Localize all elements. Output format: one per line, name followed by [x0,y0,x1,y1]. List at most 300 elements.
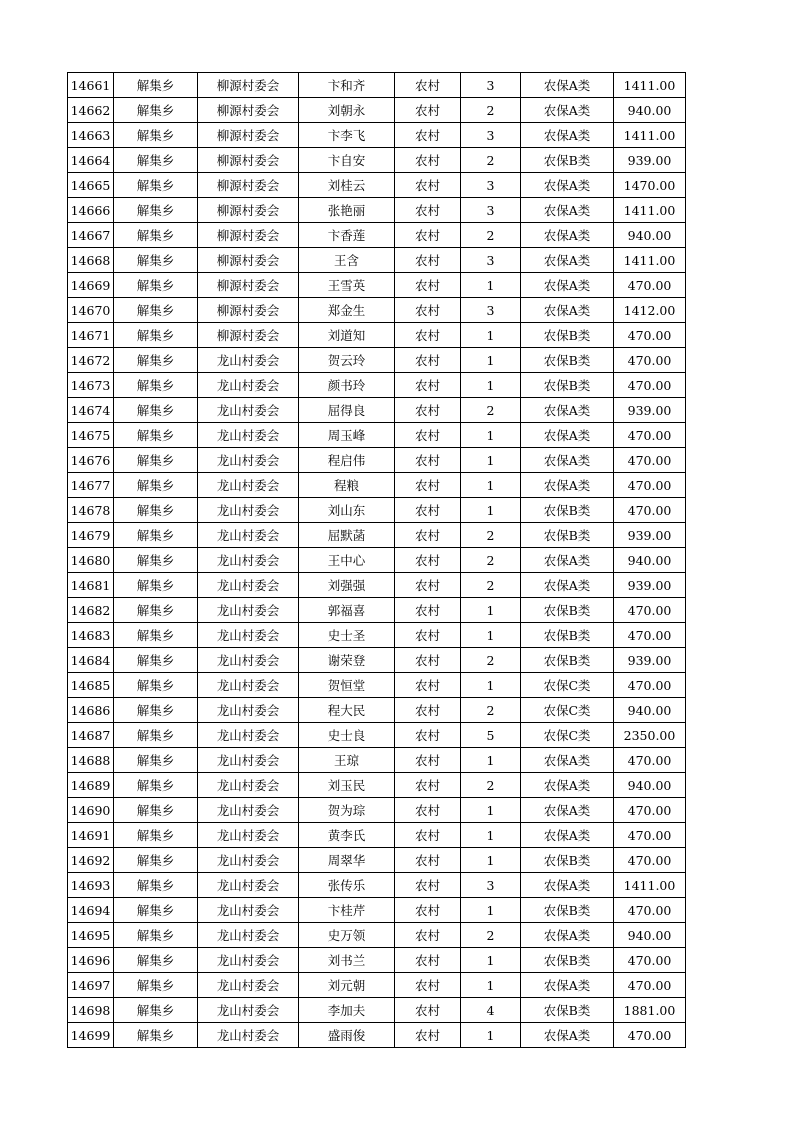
amount-cell: 1411.00 [614,73,686,98]
table-row [68,873,686,898]
area-type-cell: 农村 [395,873,461,898]
household-size-cell: 1 [461,373,521,398]
township-cell: 解集乡 [114,598,198,623]
amount-cell: 470.00 [614,848,686,873]
area-type-cell: 农村 [395,273,461,298]
village-cell: 柳源村委会 [198,223,299,248]
id-cell: 14673 [68,373,114,398]
household-size-cell: 3 [461,198,521,223]
table-row [68,323,686,348]
category-cell: 农保A类 [521,223,614,248]
id-cell: 14676 [68,448,114,473]
amount-cell: 470.00 [614,673,686,698]
village-cell: 柳源村委会 [198,198,299,223]
township-cell: 解集乡 [114,648,198,673]
area-type-cell: 农村 [395,73,461,98]
village-cell: 龙山村委会 [198,898,299,923]
name-cell: 程大民 [299,698,395,723]
household-size-cell: 1 [461,448,521,473]
category-cell: 农保A类 [521,448,614,473]
amount-cell: 470.00 [614,948,686,973]
village-cell: 龙山村委会 [198,348,299,373]
name-cell: 贺云玲 [299,348,395,373]
id-cell: 14697 [68,973,114,998]
village-cell: 柳源村委会 [198,323,299,348]
table-row [68,348,686,373]
table-row [68,448,686,473]
category-cell: 农保A类 [521,248,614,273]
township-cell: 解集乡 [114,548,198,573]
area-type-cell: 农村 [395,498,461,523]
category-cell: 农保A类 [521,398,614,423]
id-cell: 14662 [68,98,114,123]
id-cell: 14685 [68,673,114,698]
household-size-cell: 1 [461,423,521,448]
township-cell: 解集乡 [114,148,198,173]
id-cell: 14698 [68,998,114,1023]
area-type-cell: 农村 [395,823,461,848]
name-cell: 刘玉民 [299,773,395,798]
category-cell: 农保A类 [521,923,614,948]
amount-cell: 940.00 [614,923,686,948]
village-cell: 龙山村委会 [198,923,299,948]
name-cell: 卞李飞 [299,123,395,148]
table-row [68,673,686,698]
id-cell: 14699 [68,1023,114,1048]
village-cell: 柳源村委会 [198,173,299,198]
village-cell: 柳源村委会 [198,98,299,123]
village-cell: 龙山村委会 [198,848,299,873]
amount-cell: 470.00 [614,823,686,848]
name-cell: 刘山东 [299,498,395,523]
area-type-cell: 农村 [395,973,461,998]
village-cell: 柳源村委会 [198,273,299,298]
name-cell: 程粮 [299,473,395,498]
category-cell: 农保A类 [521,73,614,98]
area-type-cell: 农村 [395,573,461,598]
amount-cell: 470.00 [614,373,686,398]
area-type-cell: 农村 [395,148,461,173]
category-cell: 农保B类 [521,348,614,373]
household-size-cell: 1 [461,348,521,373]
township-cell: 解集乡 [114,623,198,648]
village-cell: 龙山村委会 [198,448,299,473]
area-type-cell: 农村 [395,723,461,748]
household-size-cell: 2 [461,773,521,798]
township-cell: 解集乡 [114,998,198,1023]
village-cell: 龙山村委会 [198,498,299,523]
village-cell: 龙山村委会 [198,948,299,973]
category-cell: 农保A类 [521,198,614,223]
name-cell: 郭福喜 [299,598,395,623]
table-row [68,648,686,673]
area-type-cell: 农村 [395,348,461,373]
name-cell: 贺恒堂 [299,673,395,698]
amount-cell: 1470.00 [614,173,686,198]
id-cell: 14661 [68,73,114,98]
name-cell: 屈默菡 [299,523,395,548]
category-cell: 农保C类 [521,673,614,698]
table-row [68,73,686,98]
township-cell: 解集乡 [114,698,198,723]
name-cell: 刘元朝 [299,973,395,998]
table-row [68,798,686,823]
amount-cell: 940.00 [614,773,686,798]
township-cell: 解集乡 [114,823,198,848]
name-cell: 张艳丽 [299,198,395,223]
table-row [68,398,686,423]
name-cell: 李加夫 [299,998,395,1023]
amount-cell: 470.00 [614,798,686,823]
name-cell: 周翠华 [299,848,395,873]
amount-cell: 470.00 [614,973,686,998]
category-cell: 农保A类 [521,548,614,573]
category-cell: 农保A类 [521,123,614,148]
household-size-cell: 1 [461,623,521,648]
area-type-cell: 农村 [395,773,461,798]
village-cell: 龙山村委会 [198,623,299,648]
name-cell: 史士良 [299,723,395,748]
household-size-cell: 2 [461,573,521,598]
township-cell: 解集乡 [114,173,198,198]
id-cell: 14695 [68,923,114,948]
area-type-cell: 农村 [395,223,461,248]
village-cell: 龙山村委会 [198,398,299,423]
amount-cell: 470.00 [614,273,686,298]
category-cell: 农保A类 [521,748,614,773]
area-type-cell: 农村 [395,748,461,773]
name-cell: 卞香莲 [299,223,395,248]
category-cell: 农保A类 [521,173,614,198]
amount-cell: 470.00 [614,623,686,648]
household-size-cell: 3 [461,873,521,898]
township-cell: 解集乡 [114,73,198,98]
area-type-cell: 农村 [395,523,461,548]
area-type-cell: 农村 [395,248,461,273]
category-cell: 农保A类 [521,973,614,998]
table-row [68,773,686,798]
area-type-cell: 农村 [395,1023,461,1048]
id-cell: 14671 [68,323,114,348]
name-cell: 贺为琮 [299,798,395,823]
area-type-cell: 农村 [395,123,461,148]
village-cell: 龙山村委会 [198,673,299,698]
category-cell: 农保A类 [521,98,614,123]
township-cell: 解集乡 [114,723,198,748]
area-type-cell: 农村 [395,998,461,1023]
name-cell: 王雪英 [299,273,395,298]
id-cell: 14688 [68,748,114,773]
township-cell: 解集乡 [114,423,198,448]
category-cell: 农保B类 [521,648,614,673]
table-row [68,473,686,498]
name-cell: 卞自安 [299,148,395,173]
township-cell: 解集乡 [114,223,198,248]
area-type-cell: 农村 [395,848,461,873]
table-row [68,298,686,323]
township-cell: 解集乡 [114,348,198,373]
id-cell: 14670 [68,298,114,323]
area-type-cell: 农村 [395,398,461,423]
household-size-cell: 1 [461,973,521,998]
name-cell: 史万领 [299,923,395,948]
name-cell: 史士圣 [299,623,395,648]
amount-cell: 470.00 [614,598,686,623]
amount-cell: 1411.00 [614,873,686,898]
area-type-cell: 农村 [395,673,461,698]
table-row [68,248,686,273]
table-row [68,548,686,573]
category-cell: 农保A类 [521,823,614,848]
category-cell: 农保B类 [521,598,614,623]
household-size-cell: 2 [461,523,521,548]
amount-cell: 939.00 [614,573,686,598]
area-type-cell: 农村 [395,98,461,123]
household-size-cell: 1 [461,848,521,873]
township-cell: 解集乡 [114,848,198,873]
village-cell: 龙山村委会 [198,1023,299,1048]
area-type-cell: 农村 [395,448,461,473]
area-type-cell: 农村 [395,698,461,723]
category-cell: 农保B类 [521,523,614,548]
name-cell: 郑金生 [299,298,395,323]
household-size-cell: 2 [461,98,521,123]
table-row [68,498,686,523]
table-row [68,123,686,148]
id-cell: 14683 [68,623,114,648]
table-row [68,173,686,198]
category-cell: 农保B类 [521,323,614,348]
household-size-cell: 1 [461,798,521,823]
id-cell: 14666 [68,198,114,223]
township-cell: 解集乡 [114,248,198,273]
table-row [68,723,686,748]
category-cell: 农保B类 [521,498,614,523]
household-size-cell: 1 [461,748,521,773]
household-size-cell: 1 [461,898,521,923]
name-cell: 张传乐 [299,873,395,898]
name-cell: 黄李氏 [299,823,395,848]
name-cell: 谢荣登 [299,648,395,673]
amount-cell: 470.00 [614,498,686,523]
name-cell: 卞桂芹 [299,898,395,923]
area-type-cell: 农村 [395,298,461,323]
household-size-cell: 3 [461,248,521,273]
village-cell: 柳源村委会 [198,248,299,273]
amount-cell: 470.00 [614,748,686,773]
township-cell: 解集乡 [114,923,198,948]
village-cell: 柳源村委会 [198,73,299,98]
village-cell: 龙山村委会 [198,723,299,748]
township-cell: 解集乡 [114,773,198,798]
table-row [68,598,686,623]
id-cell: 14694 [68,898,114,923]
id-cell: 14682 [68,598,114,623]
category-cell: 农保B类 [521,148,614,173]
name-cell: 盛雨俊 [299,1023,395,1048]
area-type-cell: 农村 [395,173,461,198]
township-cell: 解集乡 [114,873,198,898]
table-row [68,948,686,973]
household-size-cell: 2 [461,548,521,573]
category-cell: 农保B类 [521,373,614,398]
table-row [68,1023,686,1048]
household-size-cell: 2 [461,223,521,248]
id-cell: 14689 [68,773,114,798]
category-cell: 农保B类 [521,948,614,973]
id-cell: 14686 [68,698,114,723]
name-cell: 卞和齐 [299,73,395,98]
category-cell: 农保A类 [521,423,614,448]
amount-cell: 470.00 [614,348,686,373]
category-cell: 农保A类 [521,573,614,598]
id-cell: 14675 [68,423,114,448]
village-cell: 龙山村委会 [198,998,299,1023]
amount-cell: 940.00 [614,223,686,248]
village-cell: 柳源村委会 [198,148,299,173]
category-cell: 农保A类 [521,1023,614,1048]
id-cell: 14672 [68,348,114,373]
township-cell: 解集乡 [114,323,198,348]
id-cell: 14674 [68,398,114,423]
amount-cell: 940.00 [614,548,686,573]
table-row [68,423,686,448]
village-cell: 龙山村委会 [198,473,299,498]
township-cell: 解集乡 [114,273,198,298]
name-cell: 王含 [299,248,395,273]
amount-cell: 1412.00 [614,298,686,323]
amount-cell: 470.00 [614,898,686,923]
category-cell: 农保A类 [521,298,614,323]
township-cell: 解集乡 [114,298,198,323]
table-row [68,923,686,948]
amount-cell: 939.00 [614,648,686,673]
id-cell: 14667 [68,223,114,248]
household-size-cell: 2 [461,923,521,948]
household-size-cell: 3 [461,73,521,98]
id-cell: 14693 [68,873,114,898]
name-cell: 周玉峰 [299,423,395,448]
township-cell: 解集乡 [114,198,198,223]
amount-cell: 1411.00 [614,198,686,223]
amount-cell: 470.00 [614,448,686,473]
household-size-cell: 1 [461,598,521,623]
area-type-cell: 农村 [395,623,461,648]
household-size-cell: 1 [461,273,521,298]
category-cell: 农保A类 [521,473,614,498]
township-cell: 解集乡 [114,673,198,698]
area-type-cell: 农村 [395,948,461,973]
amount-cell: 470.00 [614,473,686,498]
category-cell: 农保B类 [521,623,614,648]
amount-cell: 1411.00 [614,248,686,273]
name-cell: 刘桂云 [299,173,395,198]
name-cell: 刘书兰 [299,948,395,973]
table-row [68,523,686,548]
household-size-cell: 4 [461,998,521,1023]
table-row [68,373,686,398]
village-cell: 柳源村委会 [198,298,299,323]
amount-cell: 2350.00 [614,723,686,748]
township-cell: 解集乡 [114,798,198,823]
township-cell: 解集乡 [114,473,198,498]
household-size-cell: 3 [461,298,521,323]
table-row [68,573,686,598]
table-row [68,848,686,873]
category-cell: 农保C类 [521,723,614,748]
township-cell: 解集乡 [114,1023,198,1048]
id-cell: 14665 [68,173,114,198]
table-row [68,823,686,848]
township-cell: 解集乡 [114,123,198,148]
village-cell: 龙山村委会 [198,573,299,598]
household-size-cell: 3 [461,123,521,148]
township-cell: 解集乡 [114,498,198,523]
id-cell: 14669 [68,273,114,298]
household-size-cell: 1 [461,948,521,973]
village-cell: 龙山村委会 [198,873,299,898]
id-cell: 14690 [68,798,114,823]
household-size-cell: 1 [461,823,521,848]
category-cell: 农保A类 [521,273,614,298]
amount-cell: 940.00 [614,698,686,723]
name-cell: 颜书玲 [299,373,395,398]
township-cell: 解集乡 [114,373,198,398]
category-cell: 农保A类 [521,873,614,898]
table-row [68,898,686,923]
township-cell: 解集乡 [114,523,198,548]
village-cell: 龙山村委会 [198,423,299,448]
village-cell: 龙山村委会 [198,773,299,798]
id-cell: 14668 [68,248,114,273]
category-cell: 农保B类 [521,848,614,873]
amount-cell: 470.00 [614,1023,686,1048]
area-type-cell: 农村 [395,923,461,948]
amount-cell: 470.00 [614,423,686,448]
township-cell: 解集乡 [114,398,198,423]
area-type-cell: 农村 [395,323,461,348]
area-type-cell: 农村 [395,423,461,448]
township-cell: 解集乡 [114,948,198,973]
table-row [68,623,686,648]
amount-cell: 470.00 [614,323,686,348]
household-size-cell: 5 [461,723,521,748]
village-cell: 龙山村委会 [198,748,299,773]
table-row [68,273,686,298]
table-row [68,148,686,173]
village-cell: 柳源村委会 [198,123,299,148]
township-cell: 解集乡 [114,98,198,123]
amount-cell: 1411.00 [614,123,686,148]
category-cell: 农保A类 [521,773,614,798]
name-cell: 刘强强 [299,573,395,598]
category-cell: 农保B类 [521,998,614,1023]
household-size-cell: 2 [461,698,521,723]
amount-cell: 1881.00 [614,998,686,1023]
amount-cell: 939.00 [614,398,686,423]
id-cell: 14677 [68,473,114,498]
township-cell: 解集乡 [114,973,198,998]
village-cell: 龙山村委会 [198,598,299,623]
id-cell: 14680 [68,548,114,573]
household-size-cell: 1 [461,323,521,348]
name-cell: 程启伟 [299,448,395,473]
id-cell: 14691 [68,823,114,848]
records-table [67,72,686,1048]
village-cell: 龙山村委会 [198,523,299,548]
household-size-cell: 2 [461,148,521,173]
id-cell: 14696 [68,948,114,973]
